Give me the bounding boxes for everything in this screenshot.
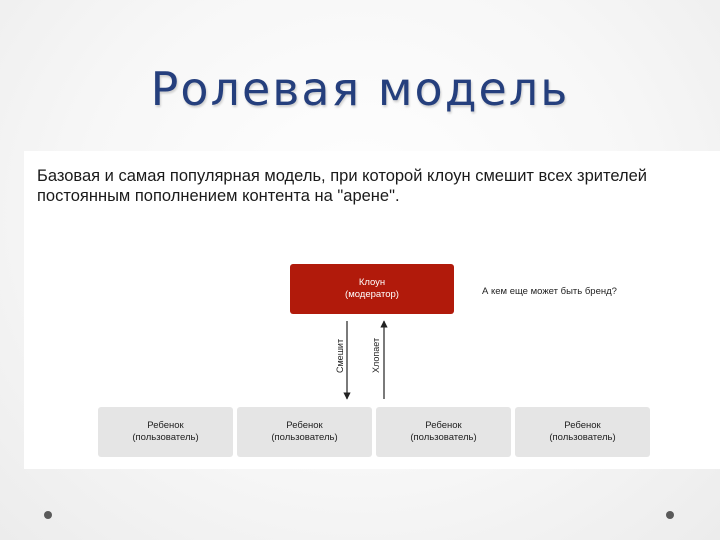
child-role: (пользователь) <box>271 432 338 443</box>
content-panel <box>24 151 720 469</box>
bullet-dot-left <box>44 511 52 519</box>
arrow-down-label: Смешит <box>335 338 345 373</box>
arrow-up-label: Хлопает <box>371 337 381 373</box>
intro-text: Базовая и самая популярная модель, при которой клоун смешит всех зрителей постоянным пополнением контента на "арене". <box>37 167 648 205</box>
child-name: Ребенок <box>147 420 184 431</box>
brand-question: А кем еще может быть бренд? <box>482 286 617 297</box>
clown-role: (модератор) <box>345 289 399 300</box>
child-node <box>515 407 650 457</box>
child-role: (пользователь) <box>410 432 477 443</box>
bullet-dot-right <box>666 511 674 519</box>
child-node <box>376 407 511 457</box>
child-name: Ребенок <box>286 420 323 431</box>
child-name: Ребенок <box>425 420 462 431</box>
child-node <box>98 407 233 457</box>
slide-title: Ролевая модель <box>150 62 570 116</box>
child-node <box>237 407 372 457</box>
child-role: (пользователь) <box>549 432 616 443</box>
child-name: Ребенок <box>564 420 601 431</box>
clown-name: Клоун <box>358 277 386 288</box>
child-role: (пользователь) <box>132 432 199 443</box>
